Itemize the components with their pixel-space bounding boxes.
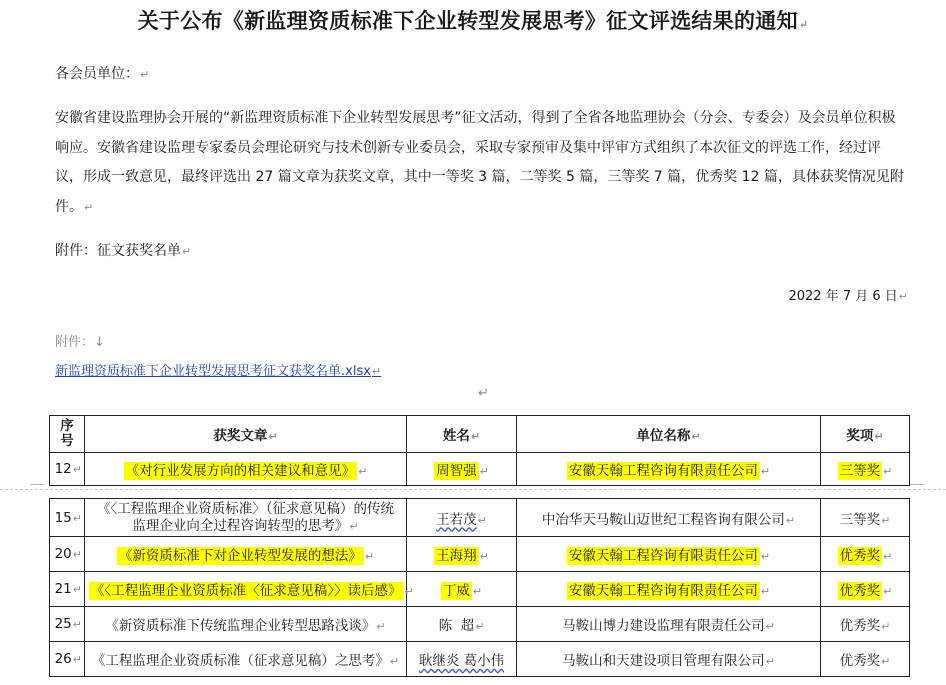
cell-award: 优秀奖 ↵: [821, 537, 910, 572]
cell-name: 耿继炎 葛小伟: [407, 642, 517, 677]
salutation: 各会员单位：↵: [55, 66, 150, 82]
page-corner-mark: [910, 484, 924, 495]
header-unit: 单位名称↵: [517, 416, 821, 453]
page-corner-mark: [30, 484, 44, 495]
cell-name: 陈 超↵: [407, 607, 517, 642]
cell-award: 三等奖 ↵: [821, 453, 910, 486]
cell-unit: 安徽天翰工程咨询有限责任公司 ↵: [517, 537, 821, 572]
cell-award: 优秀奖 ↵: [821, 572, 910, 607]
cell-name: 王海翔 ↵: [407, 537, 517, 572]
table-row: [50, 642, 910, 677]
table-header-row: [50, 416, 910, 453]
cell-no: 20↵: [50, 537, 85, 572]
cell-article: 《〈工程监理企业资质标准〈征求意见稿〉〉读后感》 ↵: [85, 572, 407, 607]
cell-award: 优秀奖↵: [821, 642, 910, 677]
header-award: 奖项↵: [821, 416, 910, 453]
cell-no: 25↵: [50, 607, 85, 642]
cell-unit: 安徽天翰工程咨询有限责任公司 ↵: [517, 453, 821, 486]
cell-unit: 马鞍山和天建设项目管理有限公司↵: [517, 642, 821, 677]
table-row: [50, 499, 910, 537]
page-break-line: [0, 489, 946, 490]
awards-table-bottom: [49, 498, 910, 677]
header-no: 序 号: [50, 416, 85, 453]
body-paragraph: 安徽省建设监理协会开展的“新监理资质标准下企业转型发展思考”征文活动，得到了全省各地监理协会（分会、专委会）及会员单位积极响应。安徽省建设监理专家委员会理论研究与技术创新专业委员会，采取专家预审及集中评审方式组织了本次征文的评选工作，经过评议，形成一致意见，最终评选出 27 篇文章为获奖文章，其中一等奖 3 篇，二等奖 5 篇，三等奖 7 篇，优秀奖 12 篇，具体获奖情况见附件。↵: [55, 110, 904, 215]
cell-no: 15↵: [50, 499, 85, 537]
header-name: 姓名↵: [407, 416, 517, 453]
cell-article: 《新资质标准下对企业转型发展的想法》 ↵: [85, 537, 407, 572]
attachment-note: 附件：征文获奖名单↵: [55, 243, 192, 259]
attachment-heading: 附件：↓: [55, 335, 105, 350]
cell-no: 26↵: [50, 642, 85, 677]
cell-article: 《工程监理企业资质标准（征求意见稿）之思考》↵: [85, 642, 407, 677]
header-article: 获奖文章↵: [85, 416, 407, 453]
cell-no: 12↵: [50, 453, 85, 486]
issue-date: 2022 年 7 月 6 日↵: [788, 289, 908, 304]
document-title: 关于公布《新监理资质标准下企业转型发展思考》征文评选结果的通知↵: [137, 8, 809, 33]
cell-award: 三等奖↵: [821, 499, 910, 537]
table-row: [50, 453, 910, 486]
cell-article: 《〈工程监理企业资质标准〉（征求意见稿）的传统 监理企业向全过程咨询转型的思考》↵: [85, 499, 407, 537]
awards-table-top: [49, 415, 910, 486]
cell-name: 丁威 ↵: [407, 572, 517, 607]
cell-name: 王若茂↵: [407, 499, 517, 537]
cell-article: 《对行业发展方向的相关建议和意见》 ↵: [85, 453, 407, 486]
table-row: [50, 572, 910, 607]
cell-no: 21↵: [50, 572, 85, 607]
paragraph-mark: ↵: [478, 386, 489, 401]
table-row: [50, 537, 910, 572]
table-row: [50, 607, 910, 642]
cell-unit: 马鞍山博力建设监理有限责任公司↵: [517, 607, 821, 642]
attachment-file-link[interactable]: 新监理资质标准下企业转型发展思考征文获奖名单.xlsx↵: [55, 364, 382, 379]
cell-article: 《新资质标准下传统监理企业转型思路浅谈》↵: [85, 607, 407, 642]
cell-name: 周智强 ↵: [407, 453, 517, 486]
cell-unit: 安徽天翰工程咨询有限责任公司 ↵: [517, 572, 821, 607]
cell-award: 优秀奖↵: [821, 607, 910, 642]
cell-unit: 中冶华天马鞍山迈世纪工程咨询有限公司↵: [517, 499, 821, 537]
